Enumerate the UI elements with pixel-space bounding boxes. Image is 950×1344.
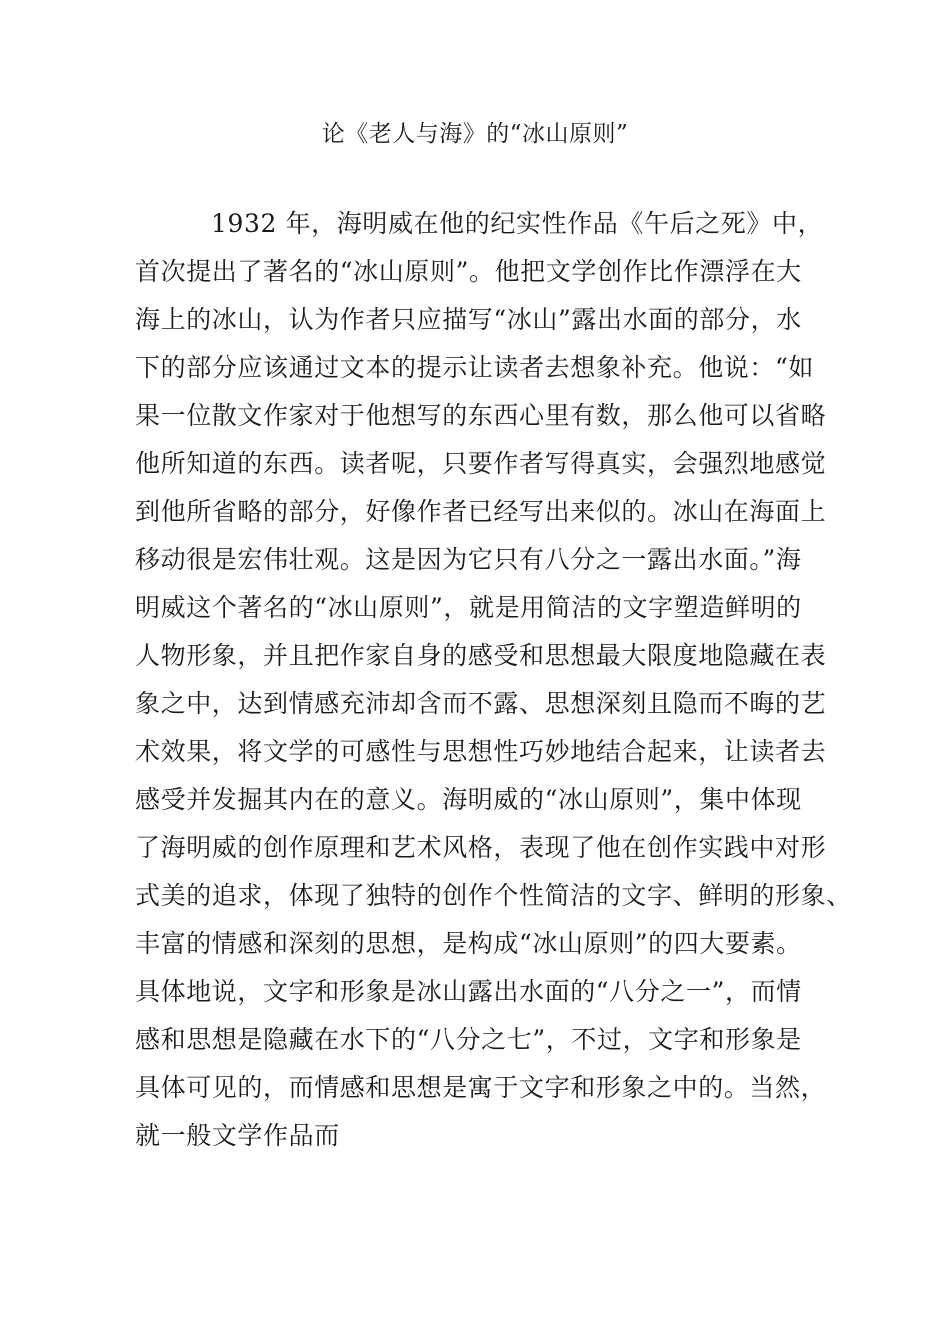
body-line: 到他所省略的部分，好像作者已经写出来似的。冰山在海面上 (135, 497, 827, 526)
body-line: 人物形象，并且把作家自身的感受和思想最大限度地隐藏在表 (135, 641, 827, 670)
document-body (135, 200, 852, 1160)
body-line: 式美的追求，体现了独特的创作个性简洁的文字、鲜明的形象、 (135, 881, 852, 910)
body-line: 象之中，达到情感充沛却含而不露、思想深刻且隐而不晦的艺 (135, 689, 827, 718)
body-line: 明威这个著名的“冰山原则”，就是用简洁的文字塑造鲜明的 (135, 593, 802, 622)
document-title: 论《老人与海》的“冰山原则” (321, 121, 629, 147)
body-line: 移动很是宏伟壮观。这是因为它只有八分之一露出水面。”海 (135, 545, 802, 574)
body-line: 海上的冰山，认为作者只应描写“冰山”露出水面的部分，水 (135, 305, 802, 334)
body-line: 首次提出了著名的“冰山原则”。他把文学创作比作漂浮在大 (135, 257, 802, 286)
body-line: 就一般文学作品而 (135, 1121, 340, 1150)
body-line: 感受并发掘其内在的意义。海明威的“冰山原则”，集中体现 (135, 785, 802, 814)
body-line: 1932 年，海明威在他的纪实性作品《午后之死》中， (211, 209, 824, 238)
body-line: 他所知道的东西。读者呢，只要作者写得真实，会强烈地感觉 (135, 449, 827, 478)
body-line: 具体可见的，而情感和思想是寓于文字和形象之中的。当然， (135, 1073, 827, 1102)
body-line: 果一位散文作家对于他想写的东西心里有数，那么他可以省略 (135, 401, 827, 430)
body-line: 丰富的情感和深刻的思想，是构成“冰山原则”的四大要素。 (135, 929, 802, 958)
body-line: 具体地说，文字和形象是冰山露出水面的“八分之一”，而情 (135, 977, 802, 1006)
body-line: 术效果，将文学的可感性与思想性巧妙地结合起来，让读者去 (135, 737, 827, 766)
body-line: 下的部分应该通过文本的提示让读者去想象补充。他说：“如 (135, 353, 814, 382)
body-line: 了海明威的创作原理和艺术风格，表现了他在创作实践中对形 (135, 833, 827, 862)
body-line: 感和思想是隐藏在水下的“八分之七”，不过，文字和形象是 (135, 1025, 802, 1054)
